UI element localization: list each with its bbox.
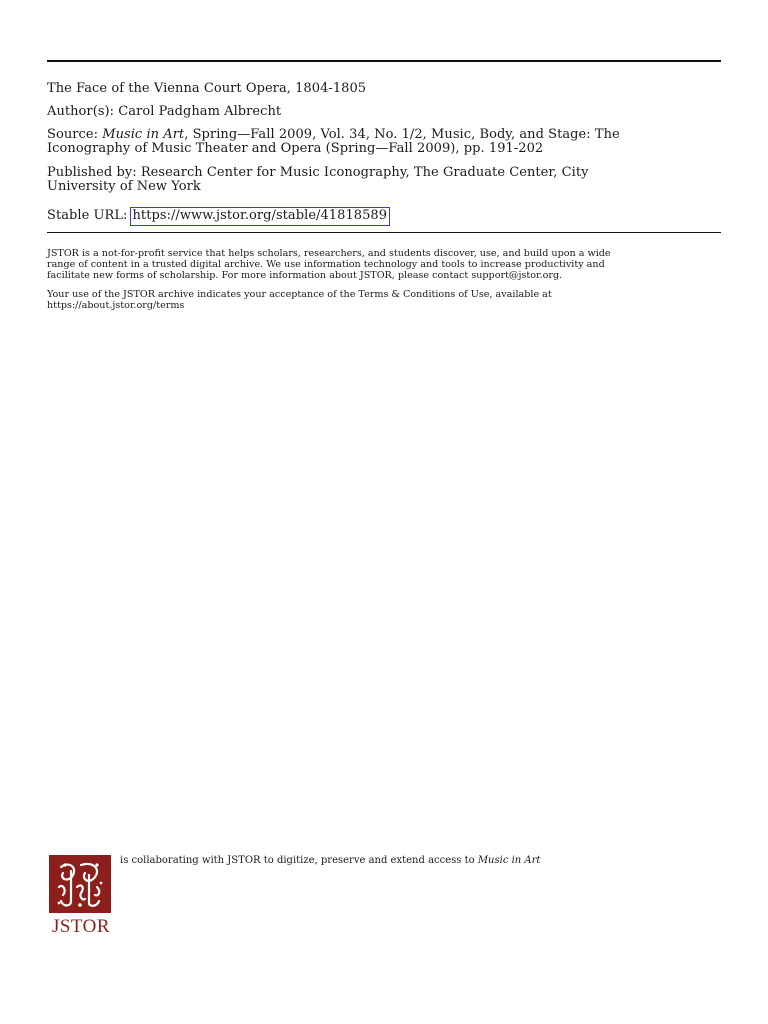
- article-publisher: [47, 166, 727, 193]
- source-label: Source:: [47, 127, 99, 142]
- top-divider: [47, 60, 721, 62]
- article-title-text: The Face of the Vienna Court Opera, 1804-1805: [47, 81, 367, 96]
- source-journal: Music in Art: [102, 127, 185, 142]
- jstor-logo-wordmark: JSTOR: [51, 916, 111, 937]
- stable-url-label: Stable URL:: [47, 208, 128, 223]
- collaboration-journal: Music in Art: [477, 855, 541, 866]
- jstor-logo-emblem: [49, 855, 111, 913]
- notice-line: facilitate new forms of scholarship. For more information about JSTOR, please contact support@jstor.org.: [47, 270, 563, 282]
- article-source: [47, 128, 727, 155]
- author-name: Carol Padgham Albrecht: [118, 104, 282, 119]
- source-details-line1: , Spring—Fall 2009, Vol. 34, No. 1/2, Music, Body, and Stage: The: [184, 127, 620, 142]
- source-details-line2: Iconography of Music Theater and Opera (Spring—Fall 2009), pp. 191-202: [47, 140, 544, 156]
- publisher-line1: Research Center for Music Iconography, The Graduate Center, City: [140, 165, 589, 180]
- terms-line: Your use of the JSTOR archive indicates your acceptance of the Terms & Conditions of Use, available at: [47, 289, 552, 300]
- stable-url-link[interactable]: https://www.jstor.org/stable/41818589: [130, 207, 391, 226]
- middle-divider: [47, 232, 721, 233]
- article-author: [47, 105, 727, 119]
- notice-line: range of content in a trusted digital archive. We use information technology and tools to increase productivity and: [47, 259, 605, 271]
- publisher-line2: University of New York: [47, 178, 201, 194]
- terms-notice-paragraph: [47, 289, 737, 311]
- author-label: Author(s):: [47, 104, 115, 119]
- article-title: [47, 82, 727, 96]
- terms-link[interactable]: https://about.jstor.org/terms: [47, 300, 185, 312]
- collaboration-text: is collaborating with JSTOR to digitize, preserve and extend access to: [120, 855, 478, 866]
- article-stable-url: [47, 207, 727, 226]
- published-label: Published by:: [47, 165, 137, 180]
- jstor-notice-paragraph: [47, 248, 737, 282]
- jstor-logo: [48, 852, 114, 938]
- jstor-emblem-icon: [51, 857, 109, 911]
- collaboration-statement: [120, 855, 540, 867]
- notice-line: JSTOR is a not-for-profit service that helps scholars, researchers, and students discover, use, and build upon a wide: [47, 248, 611, 259]
